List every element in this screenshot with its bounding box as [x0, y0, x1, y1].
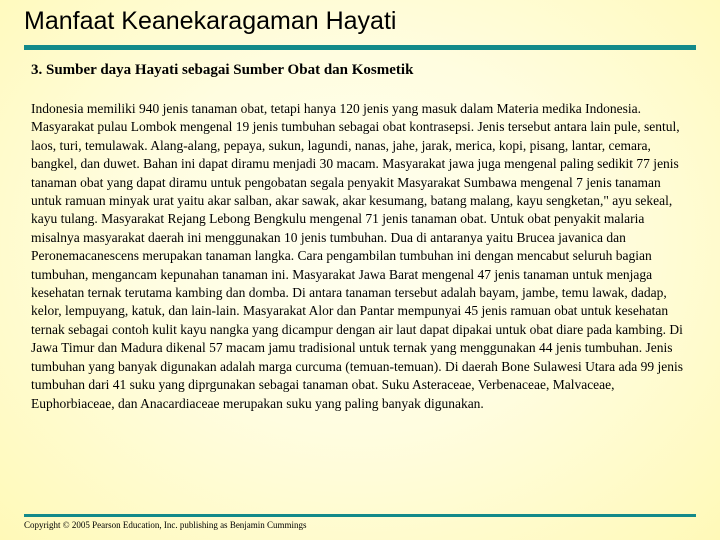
title-divider [24, 45, 696, 50]
copyright-notice: Copyright © 2005 Pearson Education, Inc. publishing as Benjamin Cummings [24, 520, 307, 530]
section-heading: 3. Sumber daya Hayati sebagai Sumber Obat dan Kosmetik [31, 62, 414, 78]
body-paragraph: Indonesia memiliki 940 jenis tanaman obat, tetapi hanya 120 jenis yang masuk dalam Materia medika Indonesia. Masyarakat pulau Lombok mengenal 19 jenis tumbuhan sebagai obat kontrasepsi. Jenis tersebut antara lain pule, sentul, laos, turi, temulawak. Alang-alang, pepaya, sukun, lagundi, nanas, jahe, jarak, merica, kopi, pisang, lantar, cemara, bangkel, dan duwet. Bahan ini dapat diramu menjadi 30 macam. Masyarakat jawa juga mengenal paling sedikit 77 jenis tanaman obat yang dapat diramu untuk pengobatan segala penyakit Masyarakat Sumbawa mengenal 7 jenis tanaman untuk ramuan minyak urat yaitu akar salban, akar sawak, akar kesumang, batang malang, kayu sengketan," ayu sekeal, kayu tulang. Masyarakat Rejang Lebong Bengkulu mengenal 71 jenis tanaman obat. Untuk obat penyakit malaria misalnya masyarakat daerah ini menggunakan 10 jenis tumbuhan. Dua di antaranya yaitu Brucea javanica dan Peronemacanescens merupakan tanaman langka. Cara pengambilan tumbuhan ini dengan mencabut seluruh bagian tumbuhan, mengancam kepunahan tanaman ini. Masyarakat Jawa Barat mengenal 47 jenis tanaman untuk menjaga kesehatan ternak terutama kambing dan domba. Di antara tanaman tersebut adalah bayam, jambe, temu lawak, dadap, kelor, lempuyang, katuk, dan lain-lain. Masyarakat Alor dan Pantar mempunyai 45 jenis ramuan obat untuk kesehatan ternak sebagai contoh kulit kayu nangka yang dicampur dengan air laut dapat dipakai untuk obat diare pada kambing. Di Jawa Timur dan Madura dikenal 57 macam jamu tradisional untuk ternak yang menggunakan 44 jenis tumbuhan. Jenis tumbuhan yang banyak digunakan adalah marga curcuma (temuan-temuan). Di daerah Bone Sulawesi Utara ada 99 jenis tumbuhan dari 41 suku yang diprgunakan sebagai tanaman obat. Suku Asteraceae, Verbenaceae, Malvaceae, Euphorbiaceae, dan Anacardiaceae merupakan suku yang paling banyak digunakan. [31, 101, 684, 411]
slide-title: Manfaat Keanekaragaman Hayati [24, 7, 397, 35]
footer-divider [24, 514, 696, 517]
